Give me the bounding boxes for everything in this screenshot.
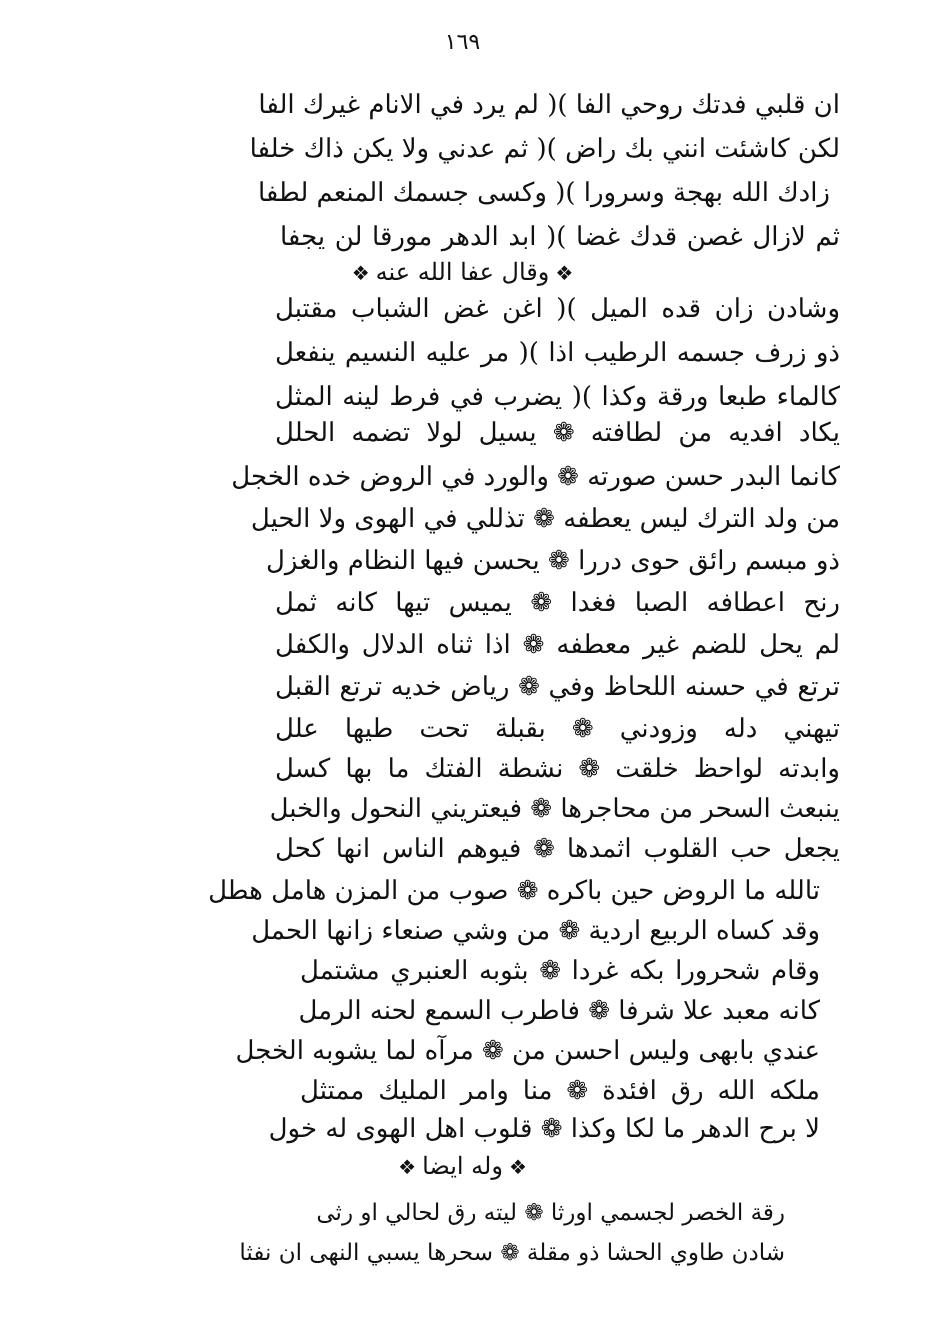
- verse-line: يجعل حب القلوب اثمدها ❁ فيوهم الناس انها كحل: [275, 834, 840, 864]
- verse-line: ذو مبسم رائق حوى دررا ❁ يحسن فيها النظام والغزل: [265, 546, 840, 576]
- verse-line: ان قلبي فدتك روحي الفا )( لم يرد في الانام غيرك الفا: [258, 90, 840, 120]
- ornament-icon: ❖: [398, 1155, 417, 1179]
- verse-line: وشادن زان قده الميل )( اغن غض الشباب مقتبل: [275, 294, 840, 324]
- ornament-icon: ❖: [508, 1155, 527, 1179]
- verse-line: يكاد افديه من لطافته ❁ يسيل لولا تضمه الحلل: [275, 418, 840, 448]
- verse-line: زادك الله بهجة وسرورا )( وكسى جسمك المنعم لطفا: [257, 178, 830, 208]
- verse-line: لم يحل للضم غير معطفه ❁ اذا ثناه الدلال والكفل: [275, 630, 840, 660]
- verse-line: وقد كساه الربيع اردية ❁ من وشي صنعاء زانها الحمل: [251, 916, 820, 946]
- ornament-icon: ❖: [351, 261, 370, 285]
- verse-line: ثم لازال غصن قدك غضا )( ابد الدهر مورقا لن يجفا: [280, 222, 840, 252]
- heading-text: وله ايضا: [422, 1152, 503, 1180]
- verse-line: كانه معبد علا شرفا ❁ فاطرب السمع لحنه الرمل: [298, 996, 820, 1026]
- ornament-icon: ❖: [555, 261, 574, 285]
- verse-line: ينبعث السحر من محاجرها ❁ فيعتريني النحول والخبل: [269, 794, 840, 824]
- page-number: ١٦٩: [444, 30, 481, 55]
- section-heading: [0, 1150, 925, 1183]
- verse-line: ذو زرف جسمه الرطيب اذا )( مر عليه النسيم ينفعل: [275, 338, 840, 368]
- verse-line: شادن طاوي الحشا ذو مقلة ❁ سحرها يسبي النهى ان نفثا: [239, 1240, 785, 1266]
- heading-text: وقال عفا الله عنه: [375, 258, 550, 286]
- verse-line: ترتع في حسنه اللحاظ وفي ❁ رياض خديه ترتع القبل: [275, 672, 840, 702]
- verse-line: من ولد الترك ليس يعطفه ❁ تذللي في الهوى ولا الحيل: [250, 504, 840, 534]
- verse-line: وابدته لواحظ خلقت ❁ نشطة الفتك ما بها كسل: [275, 754, 840, 784]
- verse-line: ملكه الله رق افئدة ❁ منا وامر المليك ممتثل: [300, 1076, 820, 1106]
- verse-line: لكن كاشئت انني بك راض )( ثم عدني ولا يكن ذاك خلفا: [249, 134, 840, 164]
- section-heading: [0, 256, 925, 289]
- verse-line: كانما البدر حسن صورته ❁ والورد في الروض خده الخجل: [231, 462, 840, 492]
- verse-line: تيهني دله وزودني ❁ بقبلة تحت طيها علل: [275, 714, 840, 744]
- verse-line: وقام شحرورا بكه غردا ❁ بثوبه العنبري مشتمل: [300, 956, 820, 986]
- verse-line: لا برح الدهر ما لكا وكذا ❁ قلوب اهل الهوى له خول: [268, 1114, 820, 1144]
- verse-line: رنح اعطافه الصبا فغدا ❁ يميس تيها كانه ثمل: [275, 588, 840, 618]
- verse-line: عندي بابهى وليس احسن من ❁ مرآه لما يشوبه الخجل: [235, 1036, 820, 1066]
- verse-line: رقة الخصر لجسمي اورثا ❁ ليته رق لحالي او رثى: [316, 1200, 785, 1226]
- verse-line: كالماء طبعا ورقة وكذا )( يضرب في فرط لينه المثل: [275, 382, 840, 412]
- verse-line: تالله ما الروض حين باكره ❁ صوب من المزن هامل هطل: [208, 876, 820, 906]
